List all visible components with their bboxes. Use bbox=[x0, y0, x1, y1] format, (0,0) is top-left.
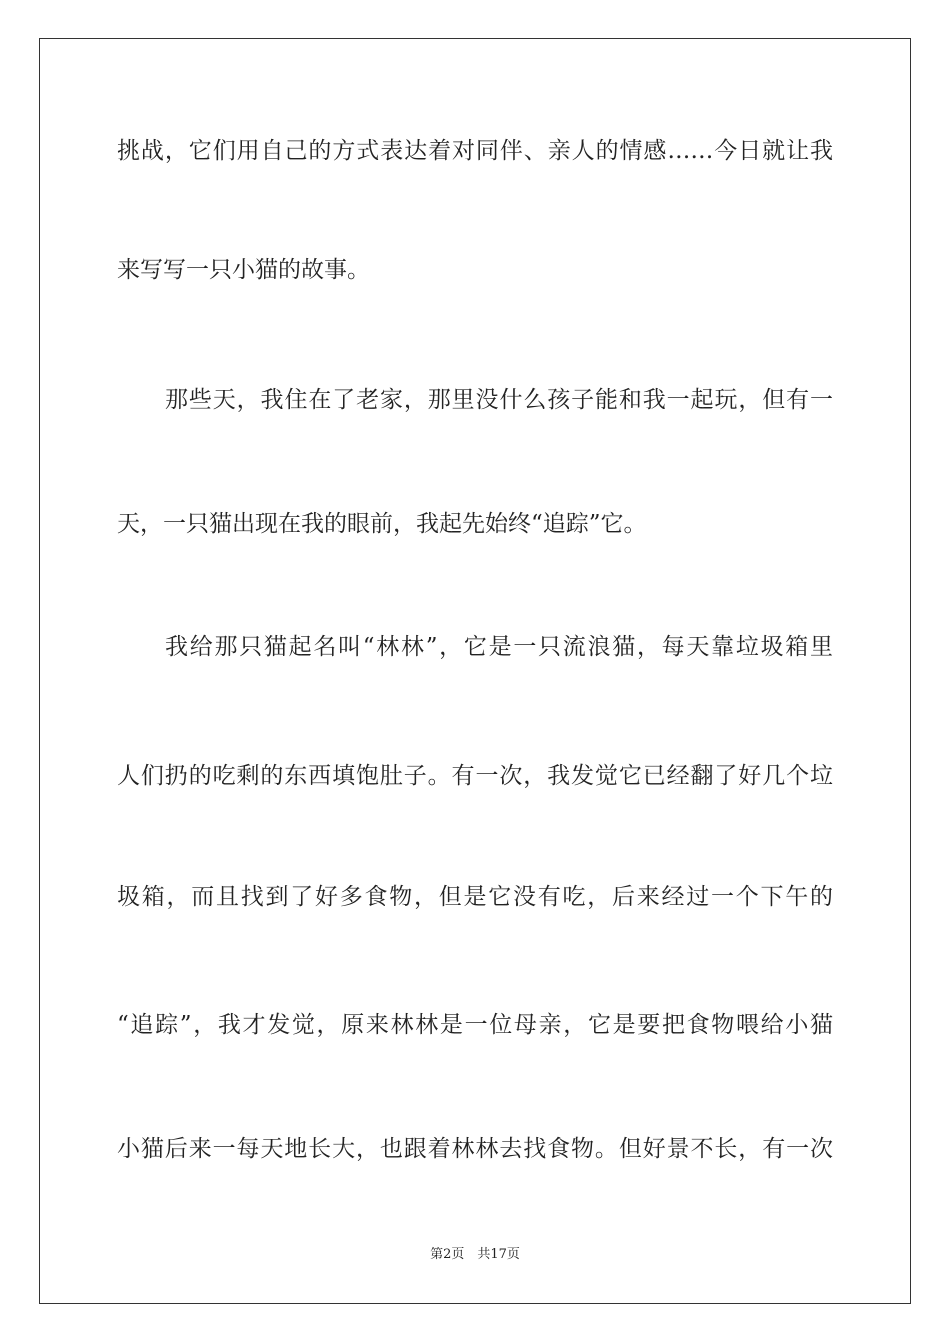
text-line-5: 我给那只猫起名叫“林林”，它是一只流浪猫，每天靠垃圾箱里 bbox=[165, 634, 833, 660]
page-border bbox=[39, 38, 911, 1304]
text-line-8: “追踪”，我才发觉，原来林林是一位母亲，它是要把食物喂给小猫 bbox=[117, 1012, 833, 1038]
text-line-9: 小猫后来一每天地长大，也跟着林林去找食物。但好景不长，有一次 bbox=[117, 1136, 833, 1162]
text-line-2: 来写写一只小猫的故事。 bbox=[117, 257, 370, 283]
page-number-footer: 第2页 共17页 bbox=[430, 1247, 520, 1262]
text-line-6: 人们扔的吃剩的东西填饱肚子。有一次，我发觉它已经翻了好几个垃 bbox=[117, 763, 833, 789]
text-line-7: 圾箱，而且找到了好多食物，但是它没有吃，后来经过一个下午的 bbox=[117, 884, 833, 910]
text-line-1: 挑战，它们用自己的方式表达着对同伴、亲人的情感……今日就让我 bbox=[117, 138, 833, 164]
text-line-3: 那些天，我住在了老家，那里没什么孩子能和我一起玩，但有一 bbox=[165, 387, 833, 413]
text-line-4: 天，一只猫出现在我的眼前，我起先始终“追踪”它。 bbox=[117, 511, 647, 537]
